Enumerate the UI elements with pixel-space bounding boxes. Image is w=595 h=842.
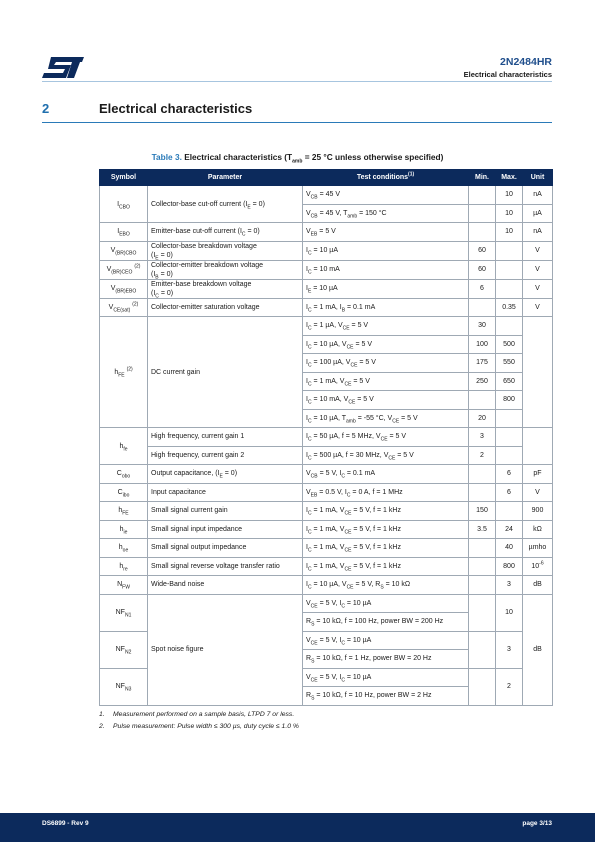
unit-cell: pF [523, 465, 553, 484]
symbol-cell: $NF_{N3}$ [100, 668, 148, 705]
unit-cell [523, 428, 553, 465]
unit-cell: µA [523, 204, 553, 223]
unit-cell: kΩ [523, 520, 553, 539]
min-cell [469, 576, 496, 595]
table-caption-label: Table 3. [151, 152, 182, 162]
max-cell: 500 [496, 335, 523, 354]
footer [0, 816, 595, 842]
min-cell [469, 391, 496, 410]
test-cell: $V_{EB} = 5$ V [303, 223, 469, 242]
unit-cell: nA [523, 186, 553, 205]
max-cell: 10 [496, 204, 523, 223]
section-title: Electrical characteristics [99, 101, 253, 116]
symbol-cell: $h_{oe}$ [100, 539, 148, 558]
test-cell: $I_C = 10$ µA, $V_{CE} = 5$ V [303, 335, 469, 354]
symbol-cell: $h_{FE}$ $^{(2)}$ [100, 317, 148, 428]
min-cell [469, 483, 496, 502]
symbol-cell: $NF_{N1}$ [100, 594, 148, 631]
section-rule [42, 122, 552, 123]
symbol-cell: $h_{fe}$ [100, 428, 148, 465]
unit-cell: µmho [523, 539, 553, 558]
symbol-cell: $NF_{N2}$ [100, 631, 148, 668]
unit-cell [523, 317, 553, 428]
test-cell: $V_{CE} = 5$ V, $I_C = 10$ µA [303, 594, 469, 613]
test-cell: $V_{CB} = 45$ V, $T_{amb} = 150$ °C [303, 204, 469, 223]
max-cell [496, 260, 523, 279]
test-cell: $I_C = 50$ µA, f = 5 MHz, $V_{CE} = 5$ V [303, 428, 469, 447]
parameter-cell: Small signal output impedance [148, 539, 303, 558]
min-cell: 250 [469, 372, 496, 391]
unit-cell: $10^{-6}$ [523, 557, 553, 576]
test-cell: $I_E = 10$ µA [303, 279, 469, 298]
test-cell: $I_C = 100$ µA, $V_{CE} = 5$ V [303, 354, 469, 373]
test-cell: $I_C = 1$ mA, $V_{CE} = 5$ V, f = 1 kHz [303, 520, 469, 539]
max-cell [496, 317, 523, 336]
test-cell: $I_C = 10$ µA [303, 241, 469, 260]
max-cell [496, 428, 523, 447]
min-cell [469, 186, 496, 205]
parameter-cell: Spot noise figure [148, 594, 303, 705]
table-row [100, 241, 553, 260]
note-2: 2. Pulse measurement: Pulse width ≤ 300 µs, duty cycle ≤ 1.0 % [99, 723, 299, 730]
max-cell: 40 [496, 539, 523, 558]
table-row [100, 502, 553, 521]
parameter-cell: Small signal input impedance [148, 520, 303, 539]
test-cell: $I_C = 1$ mA, $I_B = 0.1$ mA [303, 298, 469, 317]
max-cell [496, 502, 523, 521]
test-cell: $I_C = 10$ mA, $V_{CE} = 5$ V [303, 391, 469, 410]
table-row [100, 260, 553, 279]
test-cell: $I_C = 10$ µA, $T_{amb} = -55$ °C, $V_{CE} = 5$ V [303, 409, 469, 428]
test-cell: $I_C = 1$ mA, $V_{CE} = 5$ V [303, 372, 469, 391]
parameter-cell: Collector-emitter breakdown voltage $(I_B = 0)$ [148, 260, 303, 279]
table-row [100, 539, 553, 558]
col-symbol: Symbol [100, 170, 148, 186]
parameter-cell: Emitter-base breakdown voltage $(I_C = 0)$ [148, 279, 303, 298]
electrical-characteristics-table [99, 169, 553, 706]
min-cell [469, 465, 496, 484]
header-part-number: 2N2484HR [500, 56, 552, 68]
min-cell [469, 594, 496, 631]
min-cell: 175 [469, 354, 496, 373]
test-cell: $V_{CE} = 5$ V, $I_C = 10$ µA [303, 668, 469, 687]
table-row [100, 465, 553, 484]
max-cell: 800 [496, 557, 523, 576]
table-row [100, 428, 553, 447]
min-cell [469, 668, 496, 705]
max-cell: 550 [496, 354, 523, 373]
table-row [100, 446, 553, 465]
parameter-cell: Small signal reverse voltage transfer ratio [148, 557, 303, 576]
test-cell: $I_C = 1$ mA, $V_{CE} = 5$ V, f = 1 kHz [303, 502, 469, 521]
max-cell: 24 [496, 520, 523, 539]
max-cell: 10 [496, 223, 523, 242]
max-cell: 800 [496, 391, 523, 410]
test-cell: $V_{CB} = 45$ V [303, 186, 469, 205]
unit-cell: V [523, 260, 553, 279]
table-row [100, 186, 553, 205]
symbol-cell: $N_{FW}$ [100, 576, 148, 595]
parameter-cell: Wide-Band noise [148, 576, 303, 595]
test-cell: $V_{CE} = 5$ V, $I_C = 10$ µA [303, 631, 469, 650]
max-cell [496, 279, 523, 298]
unit-cell: nA [523, 223, 553, 242]
test-cell: $I_C = 1$ mA, $V_{CE} = 5$ V, f = 1 kHz [303, 557, 469, 576]
max-cell: 3 [496, 576, 523, 595]
unit-cell: V [523, 279, 553, 298]
col-unit: Unit [523, 170, 553, 186]
test-cell: $R_S = 10$ kΩ, f = 10 Hz, power BW = 2 Hz [303, 687, 469, 706]
max-cell: 3 [496, 631, 523, 668]
test-cell: $I_C = 500$ µA, f = 30 MHz, $V_{CE} = 5$ V [303, 446, 469, 465]
symbol-cell: $V_{(BR)CBO}$ [100, 241, 148, 260]
unit-cell: dB [523, 576, 553, 595]
min-cell [469, 298, 496, 317]
footer-page-number: page 3/13 [522, 820, 552, 827]
table-row [100, 594, 553, 613]
st-logo [42, 57, 84, 79]
unit-cell: V [523, 298, 553, 317]
parameter-cell: DC current gain [148, 317, 303, 428]
unit-cell: V [523, 241, 553, 260]
col-max: Max. [496, 170, 523, 186]
symbol-cell: $V_{CE(sat)}$ $^{(2)}$ [100, 298, 148, 317]
test-cell: $R_S = 10$ kΩ, f = 100 Hz, power BW = 200 Hz [303, 613, 469, 632]
test-cell: $R_S = 10$ kΩ, f = 1 Hz, power BW = 20 Hz [303, 650, 469, 669]
header-section: Electrical characteristics [463, 70, 552, 79]
symbol-cell: $V_{(BR)EBO}$ [100, 279, 148, 298]
min-cell: 6 [469, 279, 496, 298]
table-caption: Table 3. Electrical characteristics ($T_{amb} = 25$ °C unless otherwise specified) [151, 152, 444, 165]
min-cell [469, 539, 496, 558]
max-cell: 6 [496, 483, 523, 502]
test-cell: $I_C = 10$ µA, $V_{CE} = 5$ V, $R_S = 10$ kΩ [303, 576, 469, 595]
table-row [100, 317, 553, 336]
parameter-cell: Small signal current gain [148, 502, 303, 521]
table-row [100, 223, 553, 242]
max-cell [496, 409, 523, 428]
unit-cell: 900 [523, 502, 553, 521]
parameter-cell: High frequency, current gain 1 [148, 428, 303, 447]
note-1: 1. Measurement performed on a sample basis, LTPD 7 or less. [99, 711, 295, 718]
table-row [100, 298, 553, 317]
parameter-cell: Collector-emitter saturation voltage [148, 298, 303, 317]
symbol-cell: $h_{re}$ [100, 557, 148, 576]
max-cell: 10 [496, 186, 523, 205]
table-notes [99, 711, 299, 735]
min-cell: 20 [469, 409, 496, 428]
symbol-cell: $h_{ie}$ [100, 520, 148, 539]
col-parameter: Parameter [148, 170, 303, 186]
section-number: 2 [42, 101, 50, 116]
header-rule [42, 81, 552, 82]
unit-cell: V [523, 483, 553, 502]
symbol-cell: $I_{CBO}$ [100, 186, 148, 223]
parameter-cell: Output capacitance, $(I_E = 0)$ [148, 465, 303, 484]
parameter-cell: Collector-base breakdown voltage $(I_E = 0)$ [148, 241, 303, 260]
table-row [100, 279, 553, 298]
min-cell [469, 631, 496, 668]
test-cell: $I_C = 10$ mA [303, 260, 469, 279]
min-cell: 60 [469, 260, 496, 279]
min-cell: 3.5 [469, 520, 496, 539]
min-cell: 30 [469, 317, 496, 336]
col-test-conditions: Test conditions$^{(1)}$ [303, 170, 469, 186]
max-cell [496, 446, 523, 465]
min-cell: 100 [469, 335, 496, 354]
min-cell [469, 204, 496, 223]
col-min: Min. [469, 170, 496, 186]
table-row [100, 483, 553, 502]
min-cell: 2 [469, 446, 496, 465]
symbol-cell: $V_{(BR)CEO}$ $^{(2)}$ [100, 260, 148, 279]
max-cell: 0.35 [496, 298, 523, 317]
min-cell: 3 [469, 428, 496, 447]
max-cell: 6 [496, 465, 523, 484]
parameter-cell: High frequency, current gain 2 [148, 446, 303, 465]
table-row [100, 520, 553, 539]
min-cell: 60 [469, 241, 496, 260]
table-row [100, 576, 553, 595]
test-cell: $I_C = 1$ mA, $V_{CE} = 5$ V, f = 1 kHz [303, 539, 469, 558]
min-cell: 150 [469, 502, 496, 521]
test-cell: $I_C = 1$ µA, $V_{CE} = 5$ V [303, 317, 469, 336]
max-cell: 650 [496, 372, 523, 391]
symbol-cell: $I_{EBO}$ [100, 223, 148, 242]
parameter-cell: Collector-base cut-off current $(I_E = 0)$ [148, 186, 303, 223]
test-cell: $V_{EB} = 0.5$ V, $I_C = 0$ A, f = 1 MHz [303, 483, 469, 502]
parameter-cell: Input capacitance [148, 483, 303, 502]
symbol-cell: $C_{ibo}$ [100, 483, 148, 502]
max-cell [496, 241, 523, 260]
symbol-cell: $C_{obo}$ [100, 465, 148, 484]
footer-doc-id: DS6899 - Rev 9 [42, 820, 89, 827]
unit-cell: dB [523, 594, 553, 705]
symbol-cell: $h_{FE}$ [100, 502, 148, 521]
min-cell [469, 223, 496, 242]
parameter-cell: Emitter-base cut-off current $(I_C = 0)$ [148, 223, 303, 242]
table-header-row [100, 170, 553, 186]
table-row [100, 557, 553, 576]
test-cell: $V_{CB} = 5$ V, $I_C = 0.1$ mA [303, 465, 469, 484]
max-cell: 2 [496, 668, 523, 705]
min-cell [469, 557, 496, 576]
max-cell: 10 [496, 594, 523, 631]
